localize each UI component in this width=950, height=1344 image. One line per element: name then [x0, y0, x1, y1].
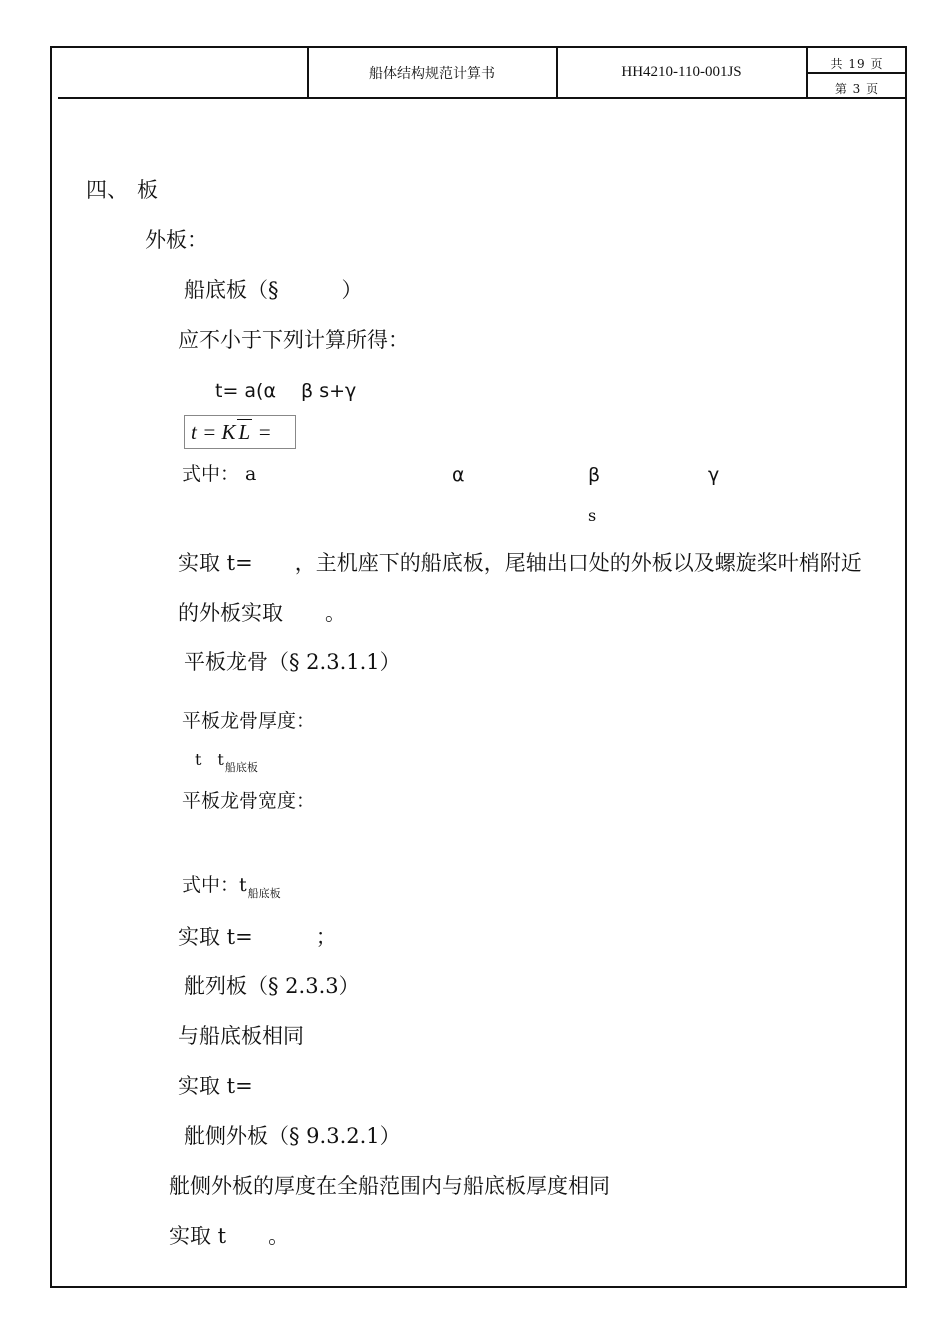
bilge-strake-heading: 舭列板（§ 2.3.3） — [184, 974, 360, 998]
symbol-alpha: α — [452, 464, 465, 486]
flat-keel-width-label: 平板龙骨宽度： — [182, 790, 316, 812]
doc-title: 船体结构规范计算书 — [369, 65, 495, 82]
symbol-beta: β — [588, 464, 601, 486]
where-2-main: 式中：t — [182, 874, 247, 896]
bottom-plate-heading: 船底板（§ ） — [184, 278, 363, 302]
flat-keel-thickness-label: 平板龙骨厚度： — [182, 710, 316, 732]
actual-thickness-3: 实取 t= — [178, 1074, 253, 1098]
section-number: 四、 — [86, 178, 128, 202]
where-2-sub: 船底板 — [247, 887, 281, 900]
actual-thickness-4: 实取 t 。 — [169, 1224, 290, 1248]
where-text-2 — [182, 874, 281, 900]
total-pages: 共 19 页 — [830, 57, 884, 71]
page-number: 第 3 页 — [834, 82, 880, 96]
header-bottom-line — [58, 97, 907, 99]
flat-keel-t-sub: 船底板 — [224, 761, 258, 774]
where-text: 式中： a — [182, 463, 257, 485]
formula-main: t= a(α β s+γ — [215, 380, 357, 402]
flat-keel-t-formula — [195, 750, 258, 774]
not-less-than-text: 应不小于下列计算所得： — [178, 328, 409, 352]
flat-keel-t-main: t t — [195, 750, 224, 769]
doc-number: HH4210-110-001JS — [621, 64, 742, 80]
symbol-s: s — [588, 506, 597, 525]
bilge-side-heading: 舭侧外板（§ 9.3.2.1） — [184, 1124, 401, 1148]
same-as-bottom-text: 与船底板相同 — [178, 1024, 304, 1048]
symbol-gamma: γ — [708, 464, 720, 486]
flat-keel-heading: 平板龙骨（§ 2.3.1.1） — [184, 650, 401, 674]
outer-plate-heading: 外板： — [145, 228, 208, 252]
actual-thickness-2: 实取 t= ； — [178, 925, 337, 949]
section-heading: 板 — [137, 178, 158, 202]
formula-box: t = K L = — [184, 415, 296, 449]
header-page-divider — [806, 72, 907, 74]
actual-thickness-1: 实取 t= ，主机座下的船底板，尾轴出口处的外板以及螺旋桨叶梢附近 — [178, 551, 862, 575]
actual-thickness-1-cont: 的外板实取 。 — [178, 601, 346, 625]
bilge-side-description: 舭侧外板的厚度在全船范围内与船底板厚度相同 — [169, 1174, 610, 1198]
